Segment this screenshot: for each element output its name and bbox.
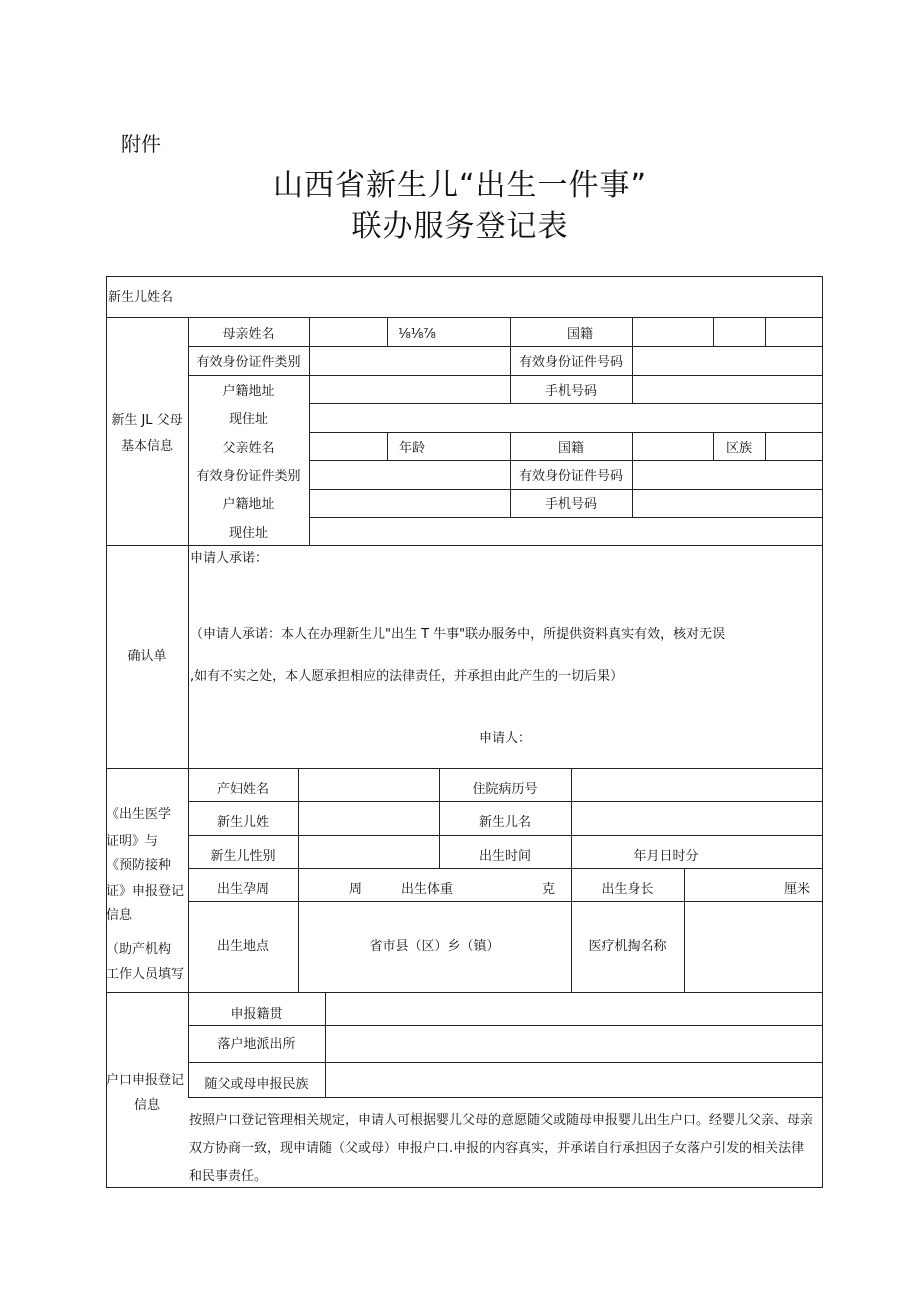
form-title-line1: 山西省新生儿“出生一件事”	[272, 168, 648, 203]
promise-text-line2: ,如有不实之处，本人愿承担相应的法律责任，并承担由此产生的一切后果）	[190, 669, 624, 684]
hukou-ethnicity-label: 随父或母申报民族	[204, 1077, 309, 1092]
applicant-signature-label: 申请人：	[479, 731, 532, 746]
father-current-address-label: 现住址	[228, 526, 268, 541]
father-name-label: 父亲姓名	[222, 441, 275, 456]
mother-name-label: 母亲姓名	[222, 327, 275, 342]
birth-section-label: 工作人员填写	[106, 967, 185, 982]
mother-phone-label: 手机号码	[544, 384, 597, 399]
hukou-note-line2: 双方协商一致，现申请随（父或母）申报户口.申报的内容真实，并承诺自行承担因子女落户引发的相关法律	[189, 1141, 805, 1156]
table-border-right	[822, 276, 823, 1187]
col-line	[684, 868, 685, 992]
row-line	[188, 901, 823, 902]
baby-given-name-label: 新生儿名	[478, 815, 531, 830]
father-id-number-label: 有效身份证件号码	[518, 469, 623, 484]
row-line	[188, 1025, 823, 1026]
birth-time-label: 出生时间	[478, 849, 531, 864]
mother-nationality-label: 国籍	[566, 327, 593, 342]
row-line	[309, 460, 823, 461]
father-household-address-label: 户籍地址	[222, 497, 275, 512]
applicant-promise-label: 申请人承诺：	[190, 551, 269, 566]
row-line	[309, 403, 823, 404]
father-phone-label: 手机号码	[544, 497, 597, 512]
father-ethnicity-label: 区族	[725, 441, 752, 456]
table-border-bottom	[106, 1187, 823, 1188]
mother-id-number-label: 有效身份证件号码	[518, 355, 623, 370]
birth-length-label: 出生身长	[601, 882, 654, 897]
promise-text-line1: （申请人承诺：本人在办理新生儿"出生 T 牛事"联办服务中，所提供资料真实有效，核对无误	[190, 627, 726, 642]
col-line	[298, 768, 299, 992]
parents-section-label: 基本信息	[120, 439, 173, 454]
birth-section-label: 证》申报登记	[106, 884, 185, 899]
birth-place-format: 省市县（区）乡（镇）	[369, 939, 500, 954]
father-age-label: 年龄	[398, 441, 425, 456]
father-id-type-label: 有效身份证件类别	[196, 469, 301, 484]
weight-unit: 克	[542, 882, 556, 897]
row-line	[188, 835, 823, 836]
hukou-note-line3: 和民事责任。	[189, 1169, 268, 1184]
col-line	[765, 317, 766, 346]
birth-section-label: 信息	[106, 908, 133, 923]
birth-time-format: 年月日时分	[633, 849, 699, 864]
row-line	[106, 317, 823, 318]
mother-age-label: ⅛⅛⅞	[398, 327, 436, 342]
police-station-label: 落户地派出所	[217, 1037, 296, 1052]
col-line	[713, 317, 714, 346]
native-place-label: 申报籍贯	[230, 1007, 283, 1022]
birth-weight-label: 出生体重	[401, 882, 454, 897]
baby-name-label: 新生儿姓名	[108, 290, 174, 305]
row-line	[188, 868, 823, 869]
row-line	[309, 489, 823, 490]
birth-section-label: 《预防接种	[106, 858, 172, 873]
birth-section-label: 《出生医学	[106, 807, 172, 822]
row-line	[188, 346, 823, 347]
hukou-section-label: 户口申报登记	[106, 1073, 185, 1088]
col-line	[765, 432, 766, 460]
section-line	[106, 992, 823, 993]
row-line	[309, 517, 823, 518]
mother-name-label: 产妇姓名	[216, 782, 269, 797]
section-line	[106, 768, 823, 769]
birth-place-label: 出生地点	[216, 939, 269, 954]
length-unit: 厘米	[784, 882, 811, 897]
father-nationality-label: 国籍	[557, 441, 584, 456]
mother-current-address-label: 现住址	[228, 412, 268, 427]
col-line	[325, 992, 326, 1097]
baby-surname-label: 新生儿姓	[216, 815, 269, 830]
parents-section-label: 新生 JL 父母	[111, 413, 183, 428]
row-line	[188, 801, 823, 802]
row-line	[188, 1062, 823, 1063]
row-line	[188, 1097, 823, 1098]
attachment-label: 附件	[121, 132, 161, 156]
hukou-section-label: 信息	[133, 1098, 160, 1113]
confirm-section-label: 确认单	[127, 649, 167, 664]
form-title-line2: 联办服务登记表	[351, 209, 569, 244]
table-border-top	[106, 276, 823, 277]
row-line	[188, 375, 823, 376]
hukou-note-line1: 按照户口登记管理相关规定，申请人可根据婴儿父母的意愿随父或随母申报婴儿出生户口。经婴儿父亲、母亲	[189, 1113, 814, 1128]
label-column-line	[188, 317, 189, 1097]
mother-household-address-label: 户籍地址	[222, 384, 275, 399]
baby-sex-label: 新生儿性别	[210, 849, 276, 864]
col-line	[632, 432, 633, 517]
mother-id-type-label: 有效身份证件类别	[196, 355, 301, 370]
gestation-week-label: 出生孕周	[216, 882, 269, 897]
section-line	[106, 545, 823, 546]
hospital-record-label: 住院病历号	[472, 782, 538, 797]
col-line	[309, 317, 310, 545]
baby-name-field[interactable]	[190, 281, 820, 315]
week-unit: 周	[349, 882, 363, 897]
birth-section-label: 证明》与	[106, 834, 159, 849]
hospital-name-label: 医疗机掏名称	[588, 939, 667, 954]
birth-section-label: （助产机构	[106, 942, 172, 957]
